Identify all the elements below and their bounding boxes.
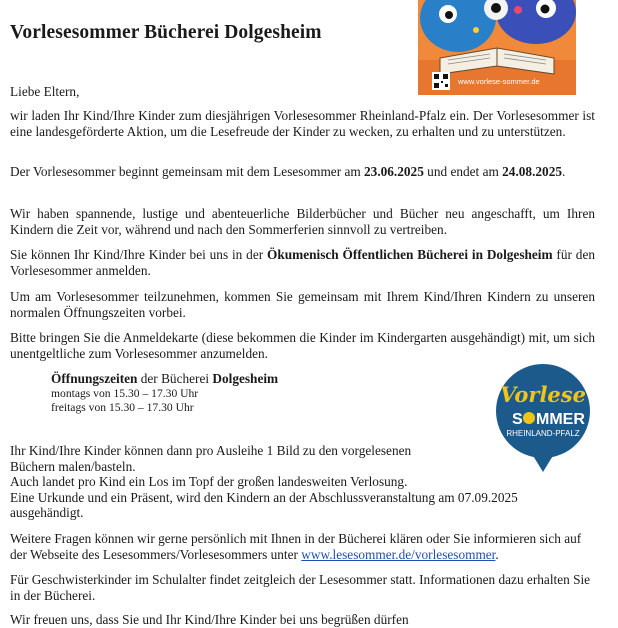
opening-hours-monday: montags von 15.30 – 17.30 Uhr bbox=[51, 387, 199, 400]
paragraph-invitation: wir laden Ihr Kind/Ihre Kinder zum diesjährigen Vorlesesommer Rheinland-Pfalz ein. Der Vorlesesommer ist eine landesgeförderte Aktion, um die Lesefreude der Kinder zu wecken, zu erhalten und zu unterstützen. bbox=[10, 108, 595, 139]
logo-text-s: S bbox=[512, 411, 523, 428]
paragraph-participation: Um am Vorlesesommer teilzunehmen, kommen Sie gemeinsam mit Ihrem Kind/Ihren Kindern zu unseren normalen Öffnungszeiten vorbei. bbox=[10, 289, 595, 320]
vorlesesommer-poster-image bbox=[418, 0, 576, 95]
opening-hours-friday: freitags von 15.30 – 17.30 Uhr bbox=[51, 401, 194, 414]
poster-illustration bbox=[418, 0, 576, 95]
start-date: 23.06.2025 bbox=[364, 164, 424, 179]
paragraph-activities: Ihr Kind/Ihre Kinder können dann pro Ausleihe 1 Bild zu den vorgelesenen Büchern malen/basteln. Auch landet pro Kind ein Los im Topf der großen landesweiten Verlosung. Eine Urkunde und ein Präsent, wird den Kindern an der Abschlussveranstaltung am 07.09.2025 ausgehändigt. bbox=[10, 443, 518, 521]
paragraph-books: Wir haben spannende, lustige und abenteuerliche Bilderbücher und Bücher neu angeschafft, um Ihren Kindern die Zeit vor, während und nach den Sommerferien sinnvoll zu vertreiben. bbox=[10, 206, 595, 237]
opening-hours bbox=[51, 371, 278, 415]
page-title: Vorlesesommer Bücherei Dolgesheim bbox=[10, 22, 322, 43]
salutation: Liebe Eltern, bbox=[10, 84, 80, 99]
library-name: Ökumenisch Öffentlichen Bücherei in Dolgesheim bbox=[267, 247, 553, 262]
opening-hours-title: Öffnungszeiten der Bücherei Dolgesheim bbox=[51, 371, 279, 386]
logo-text-region: RHEINLAND-PFALZ bbox=[506, 429, 580, 438]
paragraph-registration: Sie können Ihr Kind/Ihre Kinder bei uns in der Ökumenisch Öffentlichen Bücherei in Dolgesheim für den Vorlesesommer anmelden. bbox=[10, 247, 595, 278]
paragraph-siblings: Für Geschwisterkinder im Schulalter findet zeitgleich der Lesesommer statt. Informationen dazu erhalten Sie in der Bücherei. bbox=[10, 572, 591, 603]
poster-url: www.vorlese-sommer.de bbox=[458, 77, 540, 86]
paragraph-dates: Der Vorlesesommer beginnt gemeinsam mit dem Lesesommer am 23.06.2025 und endet am 24.08.2025. bbox=[10, 164, 566, 179]
logo-text-vorlese: Vorlese bbox=[500, 382, 586, 407]
paragraph-registration-card: Bitte bringen Sie die Anmeldekarte (diese bekommen die Kinder im Kindergarten ausgehändigt) mit, um sich unentgeltliche zum Vorlesesommer anzumelden. bbox=[10, 330, 595, 361]
paragraph-further-questions: Weitere Fragen können wir gerne persönlich mit Ihnen in der Bücherei klären oder Sie informieren sich auf der Webseite des Lesesommers/Vorlesesommers unter www.lesesommer.de/vorlesesommer. bbox=[10, 531, 582, 562]
end-date: 24.08.2025 bbox=[502, 164, 562, 179]
paragraph-closing: Wir freuen uns, dass Sie und Ihr Kind/Ihre Kinder bei uns begrüßen dürfen bbox=[10, 612, 409, 627]
lesesommer-link[interactable]: www.lesesommer.de/vorlesesommer bbox=[301, 546, 496, 562]
logo-text-mmer: MMER bbox=[536, 411, 585, 428]
sun-icon bbox=[523, 412, 535, 424]
